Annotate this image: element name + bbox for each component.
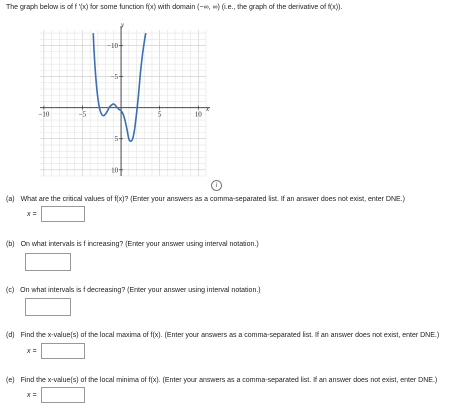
- question-a-tag: (a): [6, 196, 15, 203]
- derivative-curve-path: [93, 33, 146, 144]
- question-b-tag: (b): [6, 241, 15, 248]
- answer-b-input[interactable]: [25, 253, 71, 271]
- derivative-graph: [38, 20, 214, 180]
- x-tick-label: −5: [78, 110, 87, 119]
- question-c-text: On what intervals is f decreasing? (Enter your answer using interval notation.): [20, 287, 261, 294]
- tick-labels: [38, 42, 202, 174]
- question-d: [6, 332, 439, 339]
- x-tick-label: 10: [194, 110, 202, 119]
- answer-d-row: [27, 343, 85, 359]
- question-c: [6, 287, 261, 294]
- answer-c-row: [25, 298, 71, 316]
- axes: [40, 26, 210, 176]
- info-icon[interactable]: i: [211, 180, 222, 191]
- answer-c-input[interactable]: [25, 298, 71, 316]
- question-a: [6, 196, 405, 203]
- question-a-text: What are the critical values of f(x)? (Enter your answers as a comma-separated list. If an answer does not exist, enter DNE.): [20, 196, 405, 203]
- x-tick-label: −10: [38, 110, 50, 119]
- problem-intro: The graph below is of f ′(x) for some function f(x) with domain (−∞, ∞) (i.e., the graph of the derivative of f(x)).: [6, 4, 343, 11]
- answer-a-row: [27, 206, 85, 222]
- derivative-curve: [93, 33, 146, 144]
- question-b-text: On what intervals is f increasing? (Enter your answer using interval notation.): [20, 241, 259, 248]
- answer-a-input[interactable]: [41, 206, 85, 222]
- answer-e-label: x =: [27, 391, 37, 399]
- y-tick-label: 5: [114, 135, 119, 144]
- y-axis-label: y: [121, 21, 125, 29]
- question-e-tag: (e): [6, 377, 15, 384]
- grid-lines: [40, 30, 206, 176]
- question-d-tag: (d): [6, 332, 15, 339]
- question-b: [6, 241, 259, 248]
- y-tick-label: −10: [107, 42, 119, 51]
- y-tick-label: 10: [111, 166, 119, 175]
- x-tick-label: 5: [157, 110, 162, 119]
- question-e-text: Find the x-value(s) of the local minima of f(x). (Enter your answers as a comma-separated list. If an answer does not exist, enter DNE.): [20, 377, 438, 384]
- question-c-tag: (c): [6, 287, 15, 294]
- y-tick-label: −5: [110, 73, 119, 82]
- answer-e-row: [27, 387, 85, 403]
- question-e: [6, 377, 437, 384]
- question-d-text: Find the x-value(s) of the local maxima of f(x). (Enter your answers as a comma-separated list. If an answer does not exist, enter DNE.): [20, 332, 440, 339]
- answer-a-label: x =: [27, 210, 37, 218]
- answer-b-row: [25, 253, 71, 271]
- answer-e-input[interactable]: [41, 387, 85, 403]
- x-axis-label: x: [206, 105, 210, 113]
- answer-d-input[interactable]: [41, 343, 85, 359]
- answer-d-label: x =: [27, 347, 37, 355]
